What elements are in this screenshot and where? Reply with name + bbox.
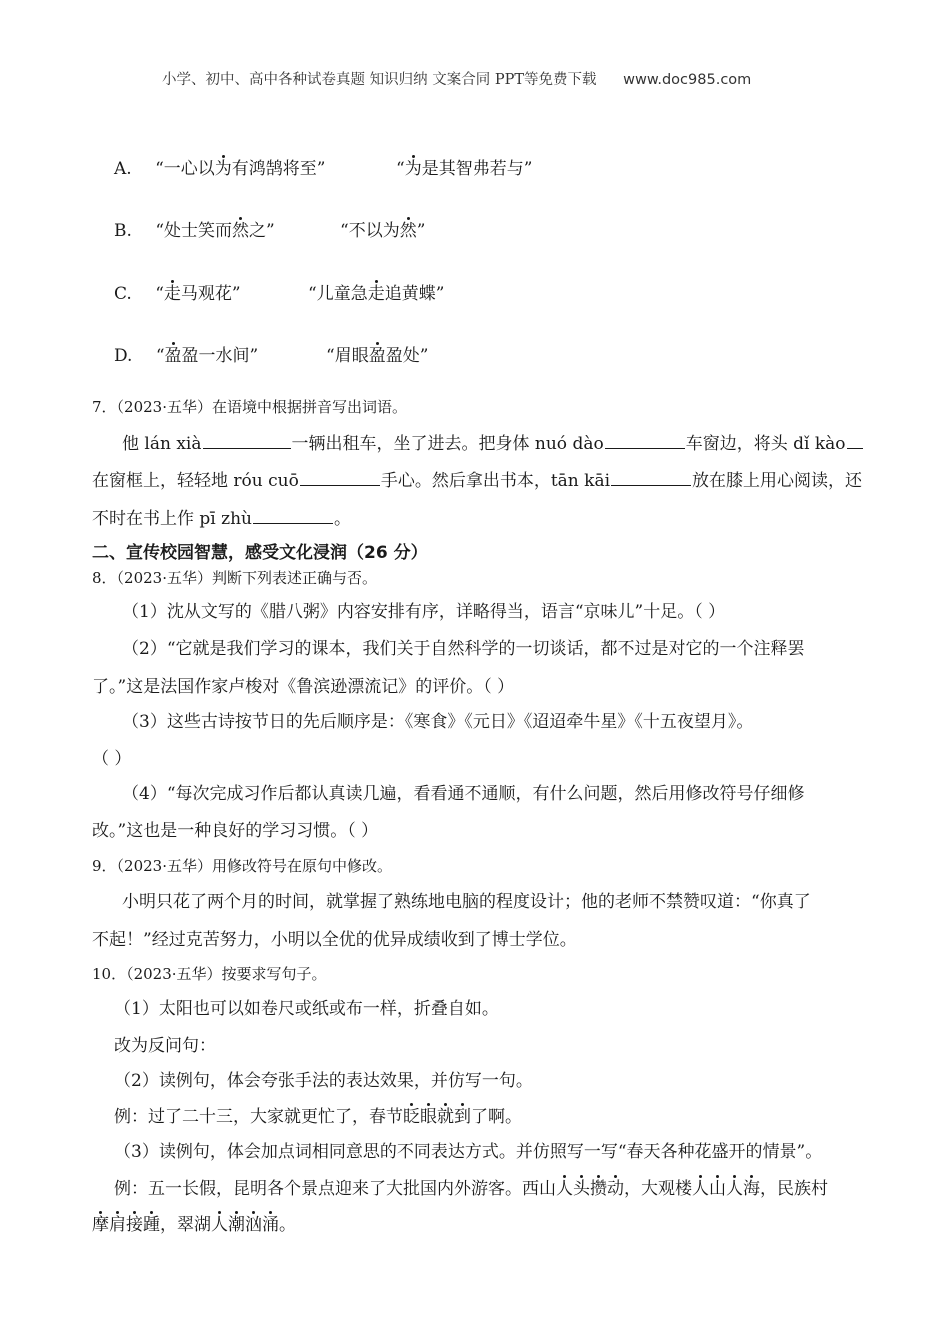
question-10-item-3: （3）读例句，体会加点词相同意思的不同表达方式。并仿照写一写“春天各种花盛开的情景”。	[114, 1142, 823, 1162]
emphasized-phrase	[556, 1179, 624, 1199]
option-b-phrase-2: “不以为然”	[340, 221, 426, 241]
emphasized-phrase	[692, 1179, 760, 1199]
question-10-item-3-example: 例：五一长假，昆明各个景点迎来了大批国内外游客。西山人头攒动，大观楼人山人海，民族村	[114, 1179, 828, 1199]
question-7-line-2: 在窗框上，轻轻地 róu cuō 手心。然后拿出书本，tān kāi 放在膝上用心阅读，还	[92, 471, 863, 491]
question-10-stem: 10．（2023·五华）按要求写句子。	[92, 965, 327, 983]
answer-blank[interactable]	[611, 469, 691, 486]
option-d	[114, 345, 429, 367]
emphasized-char: 汹	[245, 1215, 262, 1235]
emphasized-char: 海	[743, 1179, 760, 1199]
question-10-item-2: （2）读例句，体会夸张手法的表达效果，并仿写一句。	[114, 1071, 533, 1091]
emphasized-char: 动	[607, 1179, 624, 1199]
emphasized-phrase	[403, 1107, 471, 1127]
emphasized-char: 接	[126, 1215, 143, 1235]
emphasized-char: 山	[709, 1179, 726, 1199]
option-c-phrase-2: “儿童急走追黄蝶”	[308, 284, 445, 304]
section-title: 二、宣传校园智慧，感受文化浸润（26 分）	[92, 543, 428, 563]
emphasized-char: 涌	[262, 1215, 279, 1235]
answer-blank[interactable]	[847, 432, 863, 449]
option-a-phrase-1: “一心以为有鸿鹄将至”	[155, 159, 326, 179]
answer-blank[interactable]	[300, 469, 380, 486]
emphasized-char: 就	[437, 1107, 454, 1127]
emphasized-char: 踵	[143, 1215, 160, 1235]
emphasized-phrase	[92, 1215, 160, 1235]
option-d-phrase-1: “盈盈一水间”	[155, 346, 259, 366]
page-header	[162, 69, 751, 91]
emphasized-char: 到	[454, 1107, 471, 1127]
option-label: A.	[114, 159, 132, 179]
question-8-item-4-cont: 改。”这也是一种良好的学习习惯。（ ）	[92, 821, 379, 841]
question-8-item-1: （1）沈从文写的《腊八粥》内容安排有序，详略得当，语言“京味儿”十足。（ ）	[122, 602, 726, 622]
option-a	[114, 158, 533, 180]
option-label: B.	[114, 221, 132, 241]
answer-blank[interactable]	[253, 507, 333, 524]
answer-blank[interactable]	[203, 432, 291, 449]
answer-blank[interactable]	[605, 432, 685, 449]
question-9-passage-2: 不起！”经过克苦努力，小明以全优的优异成绩收到了博士学位。	[92, 930, 577, 950]
emphasized-char: 人	[692, 1179, 709, 1199]
question-8-item-3: （3）这些古诗按节日的先后顺序是：《寒食》《元日》《迢迢牵牛星》《十五夜望月》。	[122, 712, 754, 732]
option-label: D.	[114, 346, 133, 366]
option-b	[114, 220, 426, 242]
option-label: C.	[114, 284, 132, 304]
emphasized-char: 眨	[403, 1107, 420, 1127]
question-10-item-3-example-cont: 摩肩接踵，翠湖人潮汹涌。	[92, 1215, 296, 1235]
emphasized-char: 肩	[109, 1215, 126, 1235]
question-7-line-1: 他 lán xià 一辆出租车，坐了进去。把身体 nuó dào 车窗边，将头 dǐ kào	[122, 432, 864, 455]
option-c-phrase-1: “走马观花”	[155, 284, 241, 304]
emphasized-char: 眼	[420, 1107, 437, 1127]
emphasized-char: 人	[726, 1179, 743, 1199]
question-8-stem: 8．（2023·五华）判断下列表述正确与否。	[92, 569, 377, 587]
header-url: www.doc985.com	[623, 72, 752, 88]
question-9-passage-1: 小明只花了两个月的时间，就掌握了熟练地电脑的程度设计；他的老师不禁赞叹道：“你真了	[122, 892, 811, 912]
option-b-phrase-1: “处士笑而然之”	[155, 221, 275, 241]
question-7-stem: 7．（2023·五华）在语境中根据拼音写出词语。	[92, 398, 407, 416]
question-9-stem: 9．（2023·五华）用修改符号在原句中修改。	[92, 857, 392, 875]
emphasized-char: 潮	[228, 1215, 245, 1235]
question-8-item-3-cont: （ ）	[92, 749, 132, 769]
emphasized-char: 人	[556, 1179, 573, 1199]
emphasized-char: 攒	[590, 1179, 607, 1199]
question-8-item-2: （2）“它就是我们学习的课本，我们关于自然科学的一切谈话，都不过是对它的一个注释罢	[122, 639, 805, 659]
emphasized-phrase	[211, 1215, 279, 1235]
question-10-item-1-prompt: 改为反问句：	[114, 1036, 216, 1056]
header-text: 小学、初中、高中各种试卷真题 知识归纳 文案合同 PPT等免费下载	[162, 72, 597, 88]
question-10-item-1: （1）太阳也可以如卷尺或纸或布一样，折叠自如。	[114, 999, 499, 1019]
option-c	[114, 283, 445, 305]
question-10-item-2-example: 例：过了二十三，大家就更忙了，春节眨眼就到了啊。	[114, 1107, 522, 1127]
emphasized-char: 人	[211, 1215, 228, 1235]
emphasized-char: 头	[573, 1179, 590, 1199]
option-d-phrase-2: “眉眼盈盈处”	[326, 346, 429, 366]
question-7-line-3: 不时在书上作 pī zhù 。	[92, 509, 351, 529]
emphasized-char: 摩	[92, 1215, 109, 1235]
question-8-item-2-cont: 了。”这是法国作家卢梭对《鲁滨逊漂流记》的评价。（ ）	[92, 677, 515, 697]
question-8-item-4: （4）“每次完成习作后都认真读几遍，看看通不通顺，有什么问题，然后用修改符号仔细修	[122, 784, 805, 804]
option-a-phrase-2: “为是其智弗若与”	[396, 159, 533, 179]
